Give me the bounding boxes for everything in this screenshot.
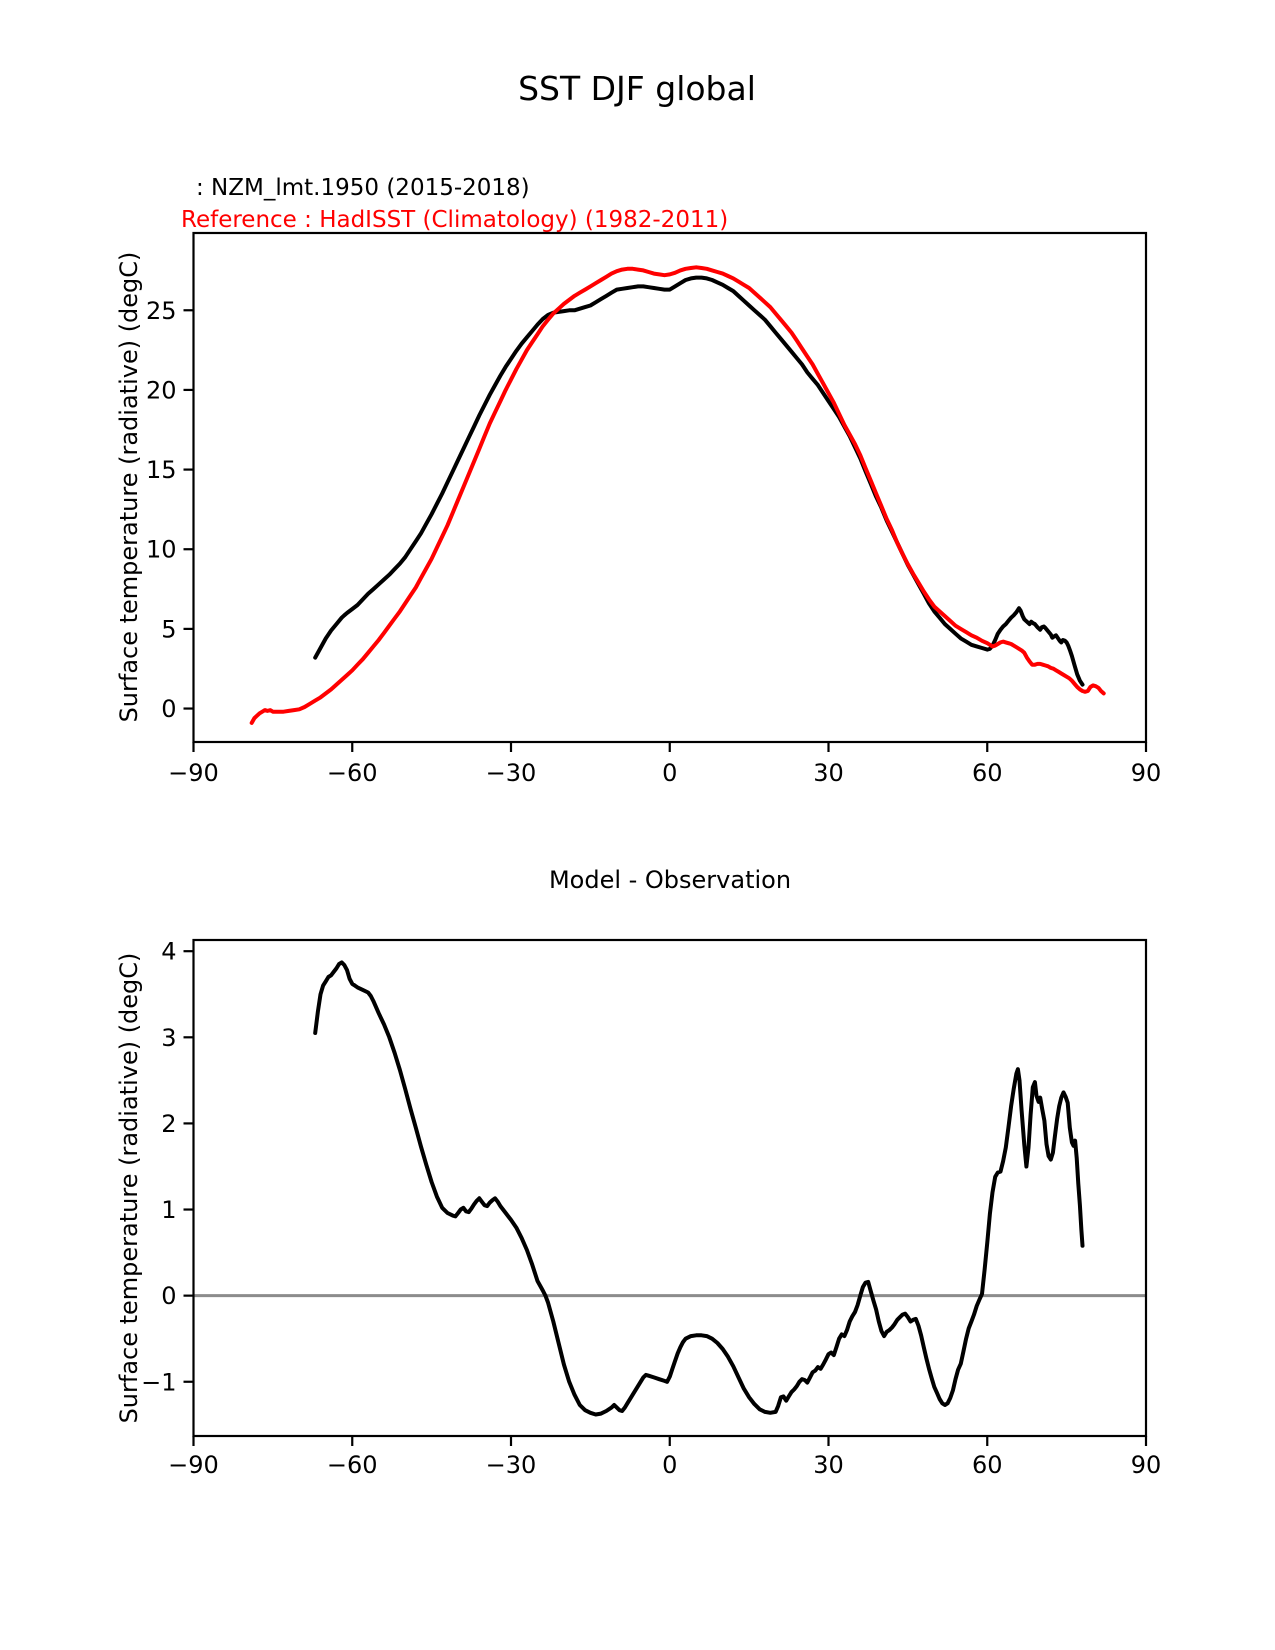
x-tick-label: −30 xyxy=(485,759,537,787)
x-tick-label: 30 xyxy=(813,759,844,787)
x-tick-label: 0 xyxy=(662,1451,678,1479)
y-tick-label: 0 xyxy=(161,1282,177,1311)
y-tick-label: 25 xyxy=(145,296,177,325)
y-tick-label: 15 xyxy=(145,456,177,485)
y-tick-label: 3 xyxy=(161,1023,177,1052)
bottom-plot-y-axis-label: Surface temperature (radiative) (degC) xyxy=(115,952,143,1424)
top-plot-y-axis-label: Surface temperature (radiative) (degC) xyxy=(115,251,143,723)
model-curve xyxy=(315,278,1082,685)
x-tick-label: −30 xyxy=(485,1451,537,1479)
y-tick-label: 5 xyxy=(161,615,177,644)
x-tick-label: 90 xyxy=(1130,759,1162,787)
figure-title: SST DJF global xyxy=(518,69,756,108)
top-plot xyxy=(146,233,1161,787)
x-tick-label: −60 xyxy=(326,1451,378,1479)
legend-reference-entry: Reference : HadISST (Climatology) (1982-2011) xyxy=(181,207,729,233)
bottom-plot xyxy=(141,938,1161,1479)
y-tick-label: −1 xyxy=(141,1368,177,1397)
y-tick-label: 10 xyxy=(145,535,177,564)
x-tick-label: 60 xyxy=(971,1451,1003,1479)
difference-curve xyxy=(315,962,1082,1414)
axes-frame xyxy=(194,940,1147,1436)
x-tick-label: −60 xyxy=(326,759,378,787)
x-tick-label: 90 xyxy=(1130,1451,1162,1479)
x-tick-label: 0 xyxy=(662,759,678,787)
x-tick-label: 30 xyxy=(813,1451,844,1479)
x-tick-label: −90 xyxy=(168,1451,219,1479)
axes-frame xyxy=(194,233,1147,742)
y-tick-label: 20 xyxy=(145,376,177,405)
y-tick-label: 2 xyxy=(161,1109,177,1138)
bottom-plot-title: Model - Observation xyxy=(548,866,792,894)
legend-model-entry: : NZM_lmt.1950 (2015-2018) xyxy=(196,175,530,201)
x-tick-label: 60 xyxy=(971,759,1003,787)
y-tick-label: 1 xyxy=(161,1196,177,1225)
y-tick-label: 4 xyxy=(161,937,177,966)
x-tick-label: −90 xyxy=(168,759,219,787)
reference-curve xyxy=(252,267,1104,723)
y-tick-label: 0 xyxy=(161,695,177,724)
